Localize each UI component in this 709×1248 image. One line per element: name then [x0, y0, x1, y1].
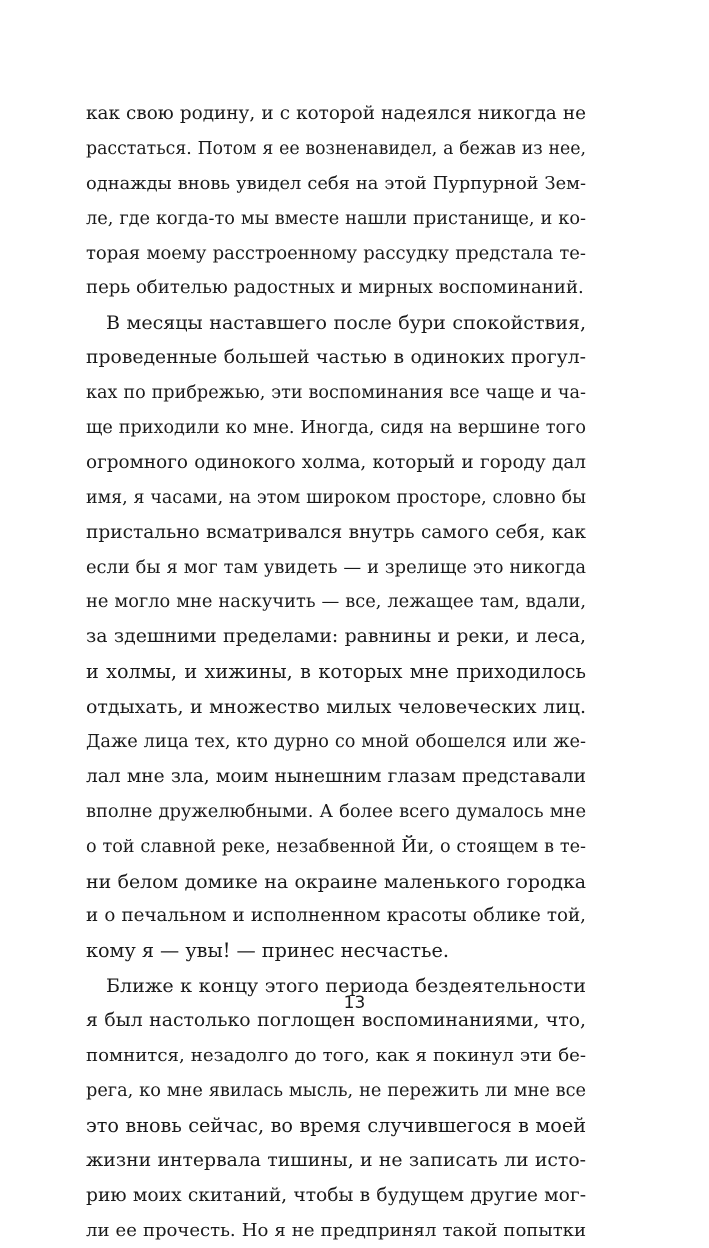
text-line: В месяцы наставшего после бури спокойствия,: [86, 306, 586, 341]
text-line: помнится, незадолго до того, как я покинул эти бе-: [86, 1039, 586, 1074]
text-line: ле, где когда-то мы вместе нашли пристанище, и ко-: [86, 202, 586, 237]
text-line: имя, я часами, на этом широком просторе, словно бы: [86, 481, 586, 516]
text-line: пристально всматривался внутрь самого себя, как: [86, 516, 586, 551]
text-line: как свою родину, и с которой надеялся никогда не: [86, 97, 586, 132]
text-line: Даже лица тех, кто дурно со мной обошелся или же-: [86, 725, 586, 760]
text-line: о той славной реке, незабвенной Йи, о стоящем в те-: [86, 830, 586, 865]
text-line: проведенные большей частью в одиноких прогул-: [86, 341, 586, 376]
text-line: рию моих скитаний, чтобы в будущем другие мог-: [86, 1179, 586, 1214]
text-line: ни белом домике на окраине маленького городка: [86, 865, 586, 900]
text-line: перь обителью радостных и мирных воспоминаний.: [86, 271, 586, 306]
text-line: лал мне зла, моим нынешним глазам представали: [86, 760, 586, 795]
text-line: вполне дружелюбными. А более всего думалось мне: [86, 795, 586, 830]
text-line: Ближе к концу этого периода бездеятельности: [86, 969, 586, 1004]
text-line: и холмы, и хижины, в которых мне приходилось: [86, 655, 586, 690]
paragraph: [86, 97, 586, 306]
text-line: если бы я мог там увидеть — и зрелище это никогда: [86, 551, 586, 586]
paragraph: [86, 306, 586, 969]
text-line: и о печальном и исполненном красоты облике той,: [86, 899, 586, 934]
text-line: ках по прибрежью, эти воспоминания все чаще и ча-: [86, 376, 586, 411]
text-line: не могло мне наскучить — все, лежащее там, вдали,: [86, 585, 586, 620]
text-line: ще приходили ко мне. Иногда, сидя на вершине того: [86, 411, 586, 446]
text-line: кому я — увы! — принес несчастье.: [86, 934, 586, 969]
page-text: [86, 97, 586, 1248]
text-line: отдыхать, и множество милых человеческих лиц.: [86, 690, 586, 725]
text-line: рега, ко мне явилась мысль, не пережить ли мне все: [86, 1074, 586, 1109]
text-line: однажды вновь увидел себя на этой Пурпурной Зем-: [86, 167, 586, 202]
page-number: 13: [0, 993, 709, 1013]
text-line: это вновь сейчас, во время случившегося в моей: [86, 1109, 586, 1144]
text-line: огромного одинокого холма, который и городу дал: [86, 446, 586, 481]
text-line: жизни интервала тишины, и не записать ли исто-: [86, 1144, 586, 1179]
text-line: за здешними пределами: равнины и реки, и леса,: [86, 620, 586, 655]
text-line: торая моему расстроенному рассудку предстала те-: [86, 237, 586, 272]
text-line: я был настолько поглощен воспоминаниями, что,: [86, 1004, 586, 1039]
text-line: ли ее прочесть. Но я не предпринял такой попытки: [86, 1214, 586, 1248]
text-line: расстаться. Потом я ее возненавидел, а бежав из нее,: [86, 132, 586, 167]
